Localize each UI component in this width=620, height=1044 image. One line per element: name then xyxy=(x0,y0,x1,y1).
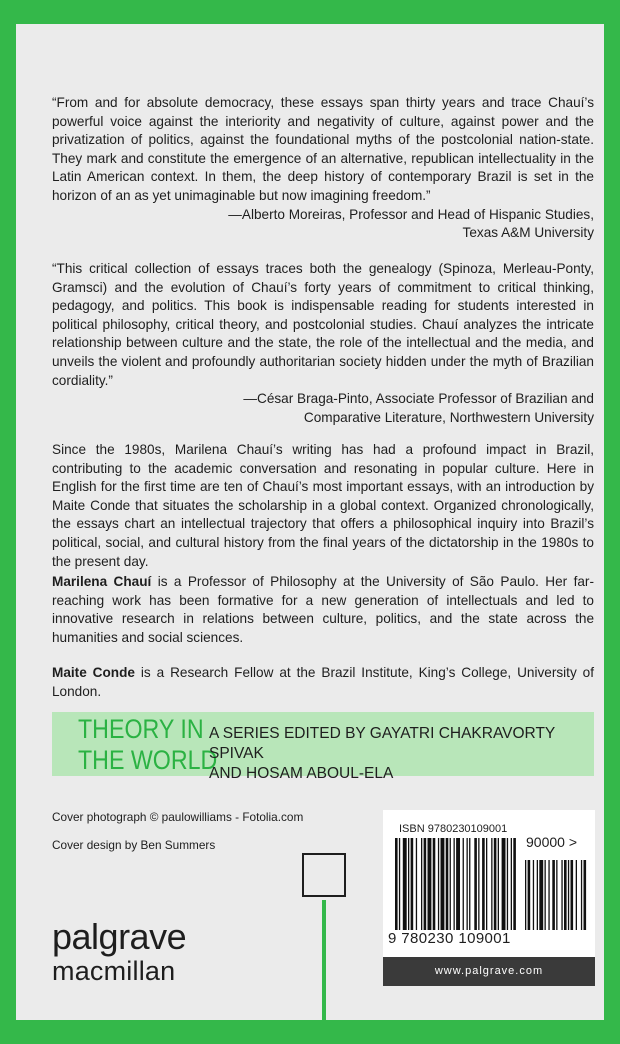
publisher-url: www.palgrave.com xyxy=(383,957,595,986)
blurb-text: “This critical collection of essays traces both the genealogy (Spinoza, Merleau-Ponty, Gramsci) and the evolution of Chauí’s forty years of commitment to critical thinking, pedagogy, and politics. This book is indispensable reading for students interested in political philosophy, critical theory, and postcolonial studies. Chauí analyzes the intricate relationship between culture and the state, the role of the intellectual and the media, and unveils the violent and profoundly authoritarian society hidden under the myth of Brazilian cordiality.” xyxy=(52,261,594,388)
back-cover xyxy=(16,24,604,1020)
publisher-square-mark xyxy=(302,853,346,897)
blurb-attribution-affiliation: Comparative Literature, Northwestern University xyxy=(303,409,594,425)
isbn-label: ISBN 9780230109001 xyxy=(399,823,508,835)
photo-credit: Cover photograph © paulowilliams - Fotolia.com xyxy=(52,810,304,824)
barcode-bar xyxy=(411,838,414,930)
author-name: Marilena Chauí xyxy=(52,574,152,589)
barcode-bar xyxy=(571,860,574,930)
design-credit: Cover design by Ben Summers xyxy=(52,838,216,852)
publisher-logo-palgrave: palgrave xyxy=(52,916,187,957)
author-bio xyxy=(52,573,594,647)
barcode-bar xyxy=(424,838,427,930)
barcode-bar xyxy=(395,838,398,930)
editor-bio-text: is a Research Fellow at the Brazil Institute, King’s College, University of London. xyxy=(52,665,594,699)
barcode-bar xyxy=(416,838,417,930)
barcode-digits: 9 780230 109001 xyxy=(388,930,511,947)
barcode-bar xyxy=(584,860,587,930)
barcode-bar xyxy=(576,860,577,930)
barcode-bar xyxy=(528,860,531,930)
barcode-bar xyxy=(428,838,432,930)
barcode-bar xyxy=(450,838,451,930)
barcode-panel xyxy=(383,810,595,986)
barcode-bar xyxy=(507,838,508,930)
barcode-bar xyxy=(474,838,477,930)
barcode-bar xyxy=(467,838,468,930)
book-description: Since the 1980s, Marilena Chauí’s writing has had a profound impact in Brazil, contributing to the academic conversation and resonating in popular culture. Here in English for the first time are ten of Chauí’s most important essays, with an introduction by Maite Conde that situates the scholarship in a global context. Organized chronologically, the essays chart an intellectual trajectory that offers a philosophical inquiry into Brazil’s political, social, and cultural history from the final years of the dictatorship in the 1980s to the present day. xyxy=(52,442,594,569)
barcode-bar xyxy=(564,860,567,930)
barcode-bar xyxy=(491,838,492,930)
barcode-bar xyxy=(545,860,546,930)
series-banner xyxy=(52,712,594,782)
barcode-bar xyxy=(438,838,439,930)
barcode-bar xyxy=(454,838,455,930)
barcode-bar xyxy=(478,838,479,930)
price-code: 90000 > xyxy=(526,834,577,850)
barcode-bar xyxy=(502,838,506,930)
blurb-attribution: —César Braga-Pinto, Associate Professor of Brazilian and xyxy=(243,391,594,407)
barcode-bar xyxy=(525,860,526,930)
barcode-bar xyxy=(486,838,487,930)
barcode-bar xyxy=(463,838,464,930)
series-title xyxy=(78,714,217,776)
barcode-bar xyxy=(533,860,534,930)
blurb-attribution-affiliation: Texas A&M University xyxy=(462,225,594,241)
barcode-bar xyxy=(568,860,569,930)
barcode-bar xyxy=(539,860,543,930)
barcode-bar xyxy=(498,838,499,930)
barcode-bar xyxy=(513,838,516,930)
barcode-bar xyxy=(482,838,485,930)
barcode-bar xyxy=(421,838,422,930)
blurb-moreiras xyxy=(52,94,594,243)
barcode-bar xyxy=(403,838,407,930)
series-title-line1: THEORY IN xyxy=(78,714,204,744)
barcode-bar xyxy=(537,860,538,930)
barcode-bar xyxy=(548,860,549,930)
barcode-bar xyxy=(511,838,512,930)
series-editors xyxy=(209,724,594,784)
publisher-line-mark xyxy=(322,900,326,1044)
barcode-bar xyxy=(581,860,582,930)
barcode-bar xyxy=(456,838,460,930)
barcode-bar xyxy=(494,838,497,930)
barcode-bar xyxy=(433,838,436,930)
editor-name: Maite Conde xyxy=(52,665,135,680)
barcode-bar xyxy=(552,860,555,930)
barcode-bar xyxy=(561,860,562,930)
series-editors-line2: AND HOSAM ABOUL-ELA xyxy=(209,765,394,782)
series-editors-line1: A SERIES EDITED BY GAYATRI CHAKRAVORTY SPIVAK xyxy=(209,725,555,762)
blurb-attribution: —Alberto Moreiras, Professor and Head of Hispanic Studies, xyxy=(228,206,594,222)
blurb-text: “From and for absolute democracy, these essays span thirty years and trace Chauí’s powerful voice against the interiority and negativity of culture, against power and the privatization of politics, against the foundational myths of the postcolonial nation-state. They mark and constitute the emergence of an alternative, republican intellectuality in the Latin American context. In them, the deep history of contemporary Brazil is set in the horizon of an as yet unimaginable but now imagining freedom.” xyxy=(52,95,594,203)
blurb-braga-pinto xyxy=(52,260,594,427)
author-bio-text: is a Professor of Philosophy at the University of São Paulo. Her far-reaching work has been formative for a new generation of intellectuals and led to innovative research in relations between culture, politics, and the state across the humanities and social sciences. xyxy=(52,574,594,645)
barcode-bar xyxy=(399,838,400,930)
barcode-bar xyxy=(556,860,557,930)
barcode-bar xyxy=(441,838,445,930)
editor-bio xyxy=(52,664,594,701)
barcode-bars xyxy=(393,838,589,932)
publisher-logo-macmillan: macmillan xyxy=(52,956,176,986)
barcode-bar xyxy=(408,838,409,930)
series-title-line2: THE WORLD xyxy=(78,745,218,775)
barcode-bar xyxy=(446,838,449,930)
barcode-bar xyxy=(469,838,470,930)
